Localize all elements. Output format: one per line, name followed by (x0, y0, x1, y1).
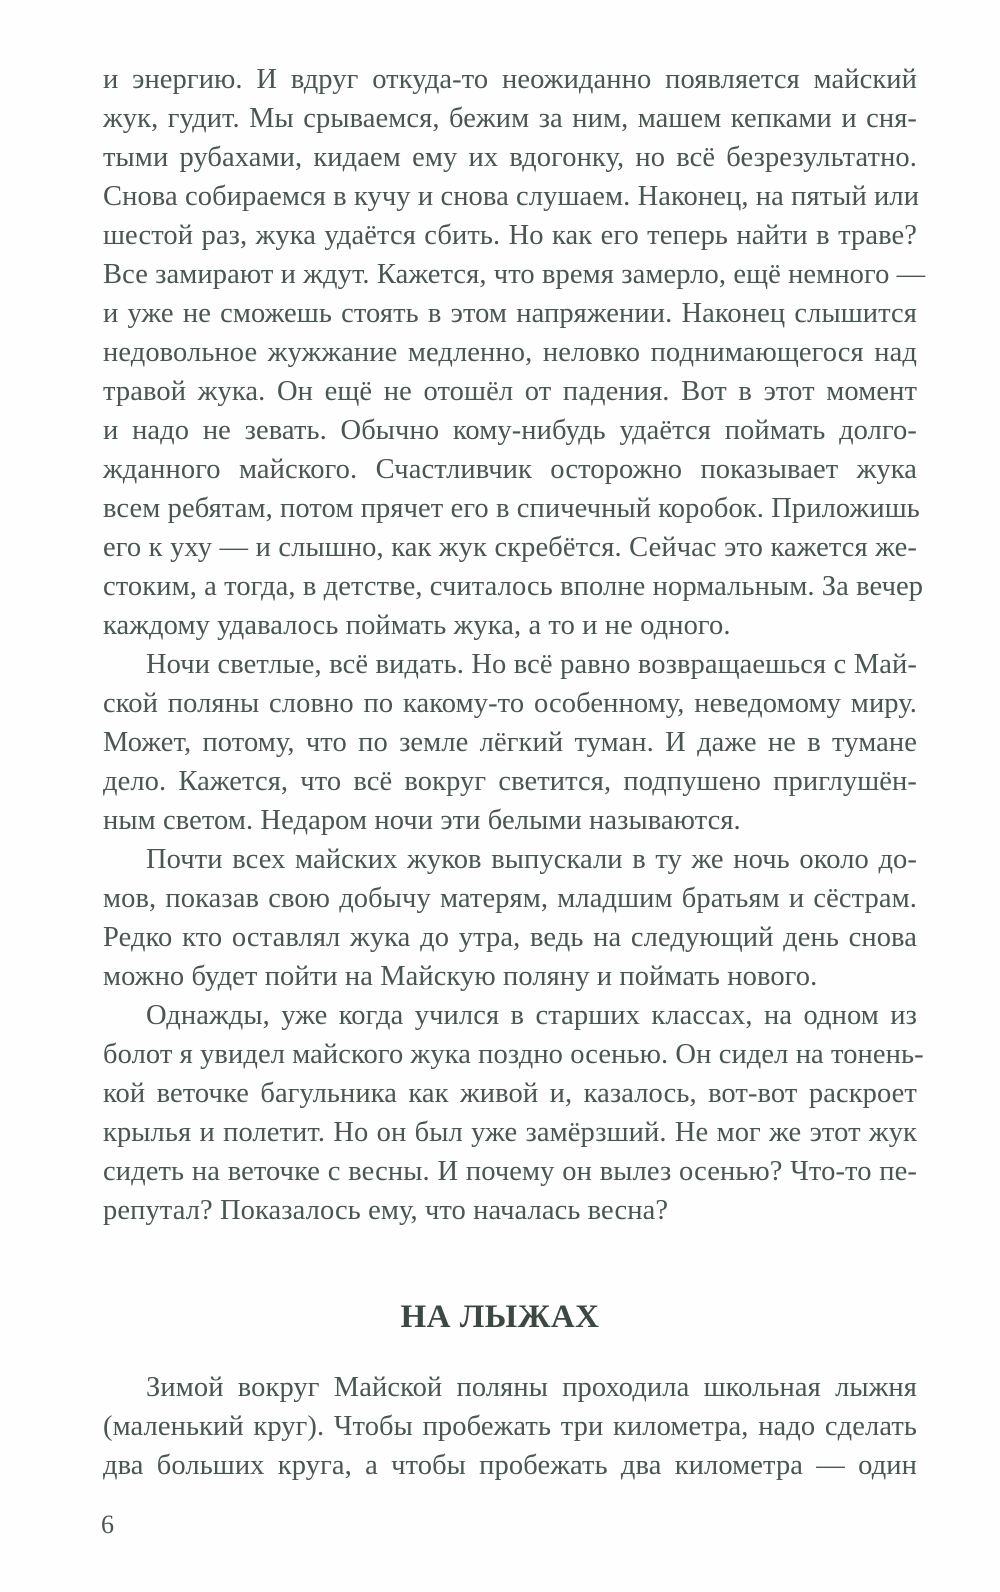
text-line: два больших круга, а чтобы пробежать два километра — один (103, 1450, 917, 1481)
text-line: кой веточке багульника как живой и, казалось, вот-вот раскроет (103, 1078, 917, 1109)
text-line: (маленький круг). Чтобы пробежать три километра, надо сделать (103, 1411, 917, 1442)
text-line: его к уху — и слышно, как жук скребётся. Сейчас это кажется же- (103, 532, 917, 563)
page-number: 6 (101, 1510, 114, 1539)
text-line: Редко кто оставлял жука до утра, ведь на следующий день снова (103, 922, 917, 953)
text-line: мов, показав свою добычу матерям, младшим братьям и сёстрам. (103, 883, 917, 914)
text-line: и энергию. И вдруг откуда-то неожиданно появляется майский (103, 64, 917, 95)
text-line: Однажды, уже когда учился в старших классах, на одном из (146, 1000, 917, 1031)
text-line: травой жука. Он ещё не отошёл от падения. Вот в этот момент (103, 376, 917, 407)
text-line: шестой раз, жука удаётся сбить. Но как его теперь найти в траве? (103, 220, 917, 251)
text-line: Может, потому, что по земле лёгкий туман. И даже не в тумане (103, 727, 917, 758)
text-line: Снова собираемся в кучу и снова слушаем. Наконец, на пятый или (103, 181, 920, 212)
text-line: жук, гудит. Мы срываемся, бежим за ним, машем кепками и сня- (103, 103, 917, 134)
text-line: ской поляны словно по какому-то особенному, неведомому миру. (103, 688, 917, 719)
text-line: Зимой вокруг Майской поляны проходила школьная лыжня (146, 1372, 917, 1403)
text-line: репутал? Показалось ему, что началась весна? (103, 1195, 669, 1226)
text-line: ным светом. Недаром ночи эти белыми называются. (103, 805, 741, 836)
text-line: и уже не сможешь стоять в этом напряжении. Наконец слышится (103, 298, 917, 329)
text-line: Почти всех майских жуков выпускали в ту же ночь около до- (146, 844, 917, 875)
text-line: недовольное жужжание медленно, неловко поднимающегося над (103, 337, 917, 368)
text-line: крылья и полетит. Но он был уже замёрзший. Не мог же этот жук (103, 1117, 917, 1148)
text-line: каждому удавалось поймать жука, а то и не одного. (103, 610, 731, 641)
text-line: стоким, а тогда, в детстве, считалось вполне нормальным. За вечер (103, 571, 924, 602)
text-line: всем ребятам, потом прячет его в спичечный коробок. Приложишь (103, 493, 920, 524)
text-line: можно будет пойти на Майскую поляну и поймать нового. (103, 961, 818, 992)
text-line: Все замирают и ждут. Кажется, что время замерло, ещё немного — (103, 259, 926, 290)
text-line: тыми рубахами, кидаем ему их вдогонку, но всё безрезультатно. (103, 142, 917, 173)
text-line: дело. Кажется, что всё вокруг светится, подпушено приглушён- (103, 766, 917, 797)
text-line: жданного майского. Счастливчик осторожно показывает жука (103, 454, 917, 485)
section-heading: НА ЛЫЖАХ (400, 1299, 600, 1335)
text-line: сидеть на веточке с весны. И почему он вылез осенью? Что-то пе- (103, 1156, 917, 1187)
text-line: и надо не зевать. Обычно кому-нибудь удаётся поймать долго- (103, 415, 917, 446)
text-line: болот я увидел майского жука поздно осенью. Он сидел на тонень- (103, 1039, 924, 1070)
text-line: Ночи светлые, всё видать. Но всё равно возвращаешься с Май- (146, 649, 917, 680)
